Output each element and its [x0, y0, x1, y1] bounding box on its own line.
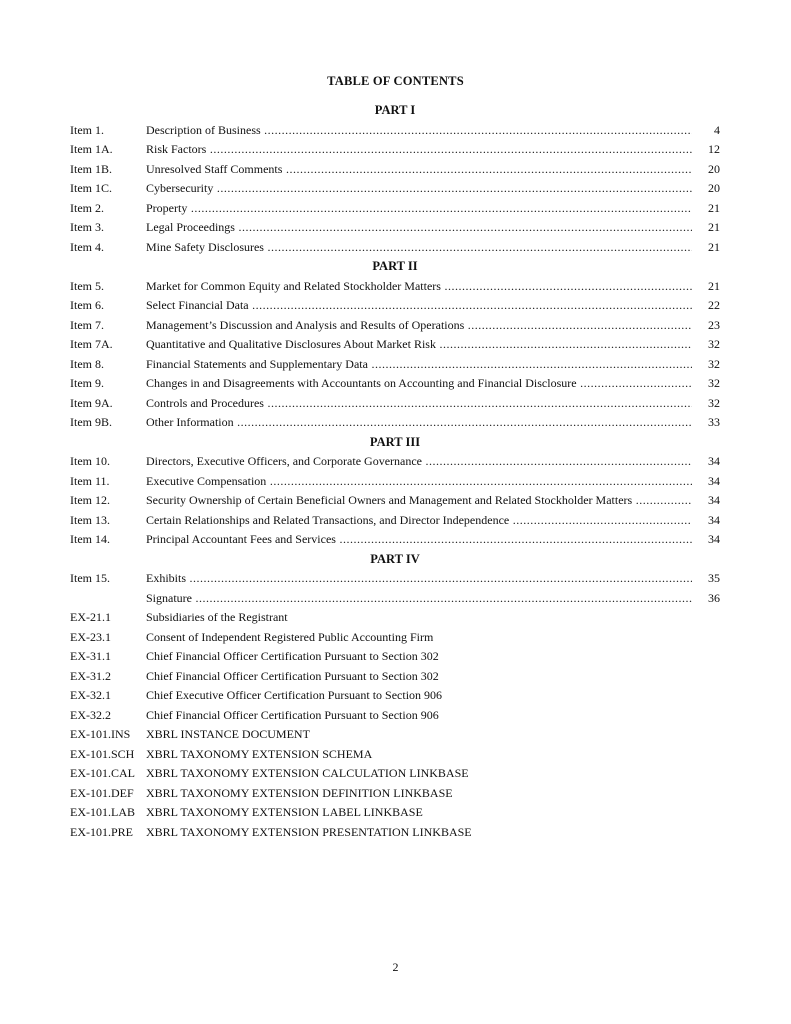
- exhibit-description[interactable]: Chief Executive Officer Certification Pursuant to Section 906: [146, 688, 443, 702]
- exhibit-description[interactable]: Consent of Independent Registered Public Accounting Firm: [146, 629, 434, 644]
- exhibit-entry[interactable]: [70, 764, 720, 784]
- item-description[interactable]: Security Ownership of Certain Beneficial Owners and Management and Related Stockholder Matters .....: [146, 491, 692, 511]
- page-number: 32: [708, 395, 720, 410]
- toc-entry[interactable]: [70, 296, 720, 316]
- item-description[interactable]: Quantitative and Qualitative Disclosures About Market Risk .....: [146, 335, 692, 355]
- exhibit-entry[interactable]: [70, 647, 720, 667]
- part-heading: PART I: [374, 103, 416, 117]
- item-description[interactable]: Certain Relationships and Related Transactions, and Director Independence .....: [146, 511, 692, 531]
- item-number: Item 1C.: [70, 181, 112, 195]
- page-number: 32: [708, 337, 720, 351]
- item-number: Item 8.: [70, 356, 104, 371]
- toc-entry[interactable]: [70, 491, 720, 511]
- toc-entry[interactable]: [70, 218, 720, 238]
- page-number: 23: [708, 317, 720, 332]
- toc-entry[interactable]: [70, 569, 720, 589]
- item-description[interactable]: Controls and Procedures .....: [146, 394, 692, 414]
- exhibit-description[interactable]: Subsidiaries of the Registrant: [146, 610, 288, 624]
- toc-entry[interactable]: [70, 511, 720, 531]
- item-description[interactable]: Description of Business .....: [146, 121, 692, 141]
- toc-entry[interactable]: [70, 160, 720, 180]
- item-description[interactable]: Management’s Discussion and Analysis and Results of Operations .....: [146, 316, 692, 336]
- item-number: Item 10.: [70, 454, 110, 468]
- exhibit-number: EX-32.1: [70, 688, 111, 702]
- page-number: 35: [708, 571, 720, 585]
- toc-entry[interactable]: [70, 472, 720, 492]
- item-number: Item 9A.: [70, 395, 113, 410]
- item-number: Item 1A.: [70, 142, 113, 156]
- page-number: 36: [708, 590, 720, 605]
- exhibit-description[interactable]: XBRL TAXONOMY EXTENSION SCHEMA: [146, 746, 373, 761]
- exhibit-entry[interactable]: [70, 745, 720, 765]
- toc-entry[interactable]: [70, 199, 720, 219]
- exhibit-number: EX-21.1: [70, 610, 111, 624]
- page-number: 34: [708, 532, 720, 546]
- exhibit-entry[interactable]: [70, 823, 720, 843]
- document-title: TABLE OF CONTENTS: [327, 74, 464, 88]
- item-number: Item 3.: [70, 220, 104, 234]
- exhibit-number: EX-31.1: [70, 649, 111, 663]
- exhibit-description[interactable]: Chief Financial Officer Certification Pursuant to Section 906: [146, 707, 439, 722]
- toc-entry[interactable]: [70, 355, 720, 375]
- page-number: 33: [708, 415, 720, 429]
- item-number: Item 7A.: [70, 337, 113, 351]
- page-number: 21: [708, 220, 720, 234]
- exhibit-number: EX-101.DEF: [70, 785, 134, 800]
- toc-entry[interactable]: [70, 238, 720, 258]
- exhibit-entry[interactable]: [70, 784, 720, 804]
- item-description[interactable]: Directors, Executive Officers, and Corporate Governance .....: [146, 452, 692, 472]
- item-description[interactable]: Financial Statements and Supplementary Data .....: [146, 355, 692, 375]
- exhibit-entry[interactable]: [70, 628, 720, 648]
- exhibit-description[interactable]: XBRL TAXONOMY EXTENSION CALCULATION LINKBASE: [146, 766, 469, 780]
- item-number: Item 1B.: [70, 161, 112, 176]
- table-of-contents: [70, 101, 720, 842]
- item-number: Item 2.: [70, 200, 104, 215]
- exhibit-entry[interactable]: [70, 667, 720, 687]
- exhibit-entry[interactable]: [70, 706, 720, 726]
- toc-entry[interactable]: [70, 452, 720, 472]
- exhibit-number: EX-23.1: [70, 629, 111, 644]
- page-number: 12: [708, 142, 720, 156]
- exhibit-number: EX-101.LAB: [70, 805, 135, 819]
- item-description[interactable]: Unresolved Staff Comments .....: [146, 160, 692, 180]
- page-number: 34: [708, 512, 720, 527]
- item-description[interactable]: Cybersecurity .....: [146, 179, 692, 199]
- toc-entry[interactable]: [70, 530, 720, 550]
- page-number: 20: [708, 181, 720, 195]
- item-number: Item 9.: [70, 376, 104, 390]
- toc-entry[interactable]: [70, 179, 720, 199]
- exhibit-number: EX-32.2: [70, 707, 111, 722]
- toc-entry[interactable]: [70, 121, 720, 141]
- item-number: Item 9B.: [70, 415, 112, 429]
- page-number: 21: [708, 278, 720, 293]
- exhibit-entry[interactable]: [70, 686, 720, 706]
- toc-entry[interactable]: [70, 277, 720, 297]
- exhibit-description[interactable]: XBRL TAXONOMY EXTENSION LABEL LINKBASE: [146, 805, 423, 819]
- item-description[interactable]: Risk Factors .....: [146, 140, 692, 160]
- exhibit-number: EX-31.2: [70, 668, 111, 683]
- item-description[interactable]: Changes in and Disagreements with Accountants on Accounting and Financial Disclosure .....: [146, 374, 692, 394]
- item-description[interactable]: Select Financial Data .....: [146, 296, 692, 316]
- exhibit-description[interactable]: XBRL TAXONOMY EXTENSION DEFINITION LINKBASE: [146, 785, 453, 800]
- exhibit-number: EX-101.PRE: [70, 824, 133, 839]
- item-description[interactable]: Mine Safety Disclosures .....: [146, 238, 692, 258]
- page-number: 21: [708, 200, 720, 215]
- item-description[interactable]: Market for Common Equity and Related Stockholder Matters .....: [146, 277, 692, 297]
- item-number: Item 7.: [70, 317, 104, 332]
- item-number: Item 4.: [70, 239, 104, 254]
- toc-entry[interactable]: [70, 335, 720, 355]
- item-number: Item 6.: [70, 298, 104, 312]
- part-heading: PART II: [372, 259, 418, 273]
- page-footer-number: 2: [392, 960, 399, 974]
- exhibit-entry[interactable]: [70, 725, 720, 745]
- item-description[interactable]: Legal Proceedings .....: [146, 218, 692, 238]
- item-description[interactable]: Principal Accountant Fees and Services .....: [146, 530, 692, 550]
- page-number: 32: [708, 376, 720, 390]
- exhibit-description[interactable]: XBRL INSTANCE DOCUMENT: [146, 727, 310, 741]
- item-description[interactable]: Property .....: [146, 199, 692, 219]
- item-number: Item 11.: [70, 473, 110, 488]
- item-description[interactable]: Signature .....: [146, 589, 692, 609]
- page-number: 22: [708, 298, 720, 312]
- exhibit-description[interactable]: XBRL TAXONOMY EXTENSION PRESENTATION LINKBASE: [146, 824, 472, 839]
- toc-entry[interactable]: [70, 316, 720, 336]
- exhibit-number: EX-101.CAL: [70, 766, 135, 780]
- item-number: Item 12.: [70, 493, 110, 507]
- item-number: Item 15.: [70, 571, 110, 585]
- part-heading: PART III: [369, 434, 421, 449]
- item-number: Item 14.: [70, 532, 110, 546]
- part-heading: PART IV: [370, 551, 420, 566]
- item-number: Item 5.: [70, 278, 104, 293]
- toc-entry[interactable]: [70, 413, 720, 433]
- exhibit-description[interactable]: Chief Financial Officer Certification Pursuant to Section 302: [146, 668, 439, 683]
- exhibit-number: EX-101.INS: [70, 727, 131, 741]
- item-description[interactable]: Other Information .....: [146, 413, 692, 433]
- toc-entry[interactable]: [70, 589, 720, 609]
- page-number: 21: [708, 239, 720, 254]
- item-description[interactable]: Exhibits .....: [146, 569, 692, 589]
- toc-entry[interactable]: [70, 140, 720, 160]
- toc-entry[interactable]: [70, 374, 720, 394]
- item-number: Item 13.: [70, 512, 110, 527]
- page-number: 4: [714, 122, 720, 137]
- page-number: 34: [708, 454, 720, 468]
- exhibit-number: EX-101.SCH: [70, 746, 135, 761]
- exhibit-entry[interactable]: [70, 803, 720, 823]
- item-description[interactable]: Executive Compensation .....: [146, 472, 692, 492]
- exhibit-entry[interactable]: [70, 608, 720, 628]
- toc-entry[interactable]: [70, 394, 720, 414]
- exhibit-description[interactable]: Chief Financial Officer Certification Pursuant to Section 302: [146, 649, 439, 663]
- page-number: 20: [708, 161, 720, 176]
- page-number: 32: [708, 356, 720, 371]
- page-number: 34: [708, 493, 720, 507]
- item-number: Item 1.: [70, 122, 104, 137]
- page-number: 34: [708, 473, 720, 488]
